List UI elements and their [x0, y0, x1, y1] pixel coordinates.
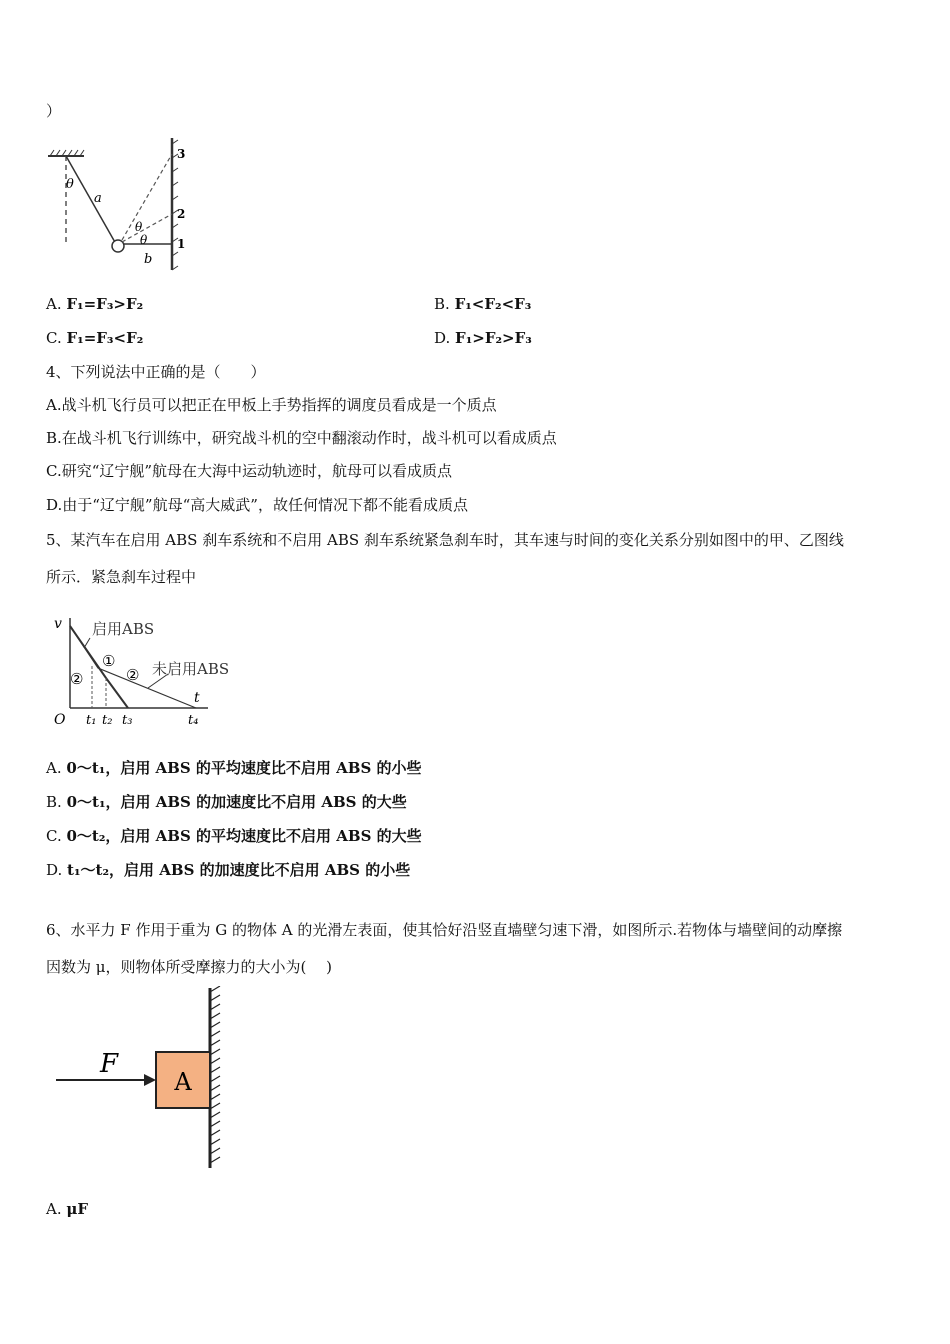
q5-option-b — [46, 792, 407, 812]
no-abs-line-label: 未启用ABS — [152, 660, 230, 678]
option-letter: B. — [46, 793, 62, 811]
t4-tick-label: t₄ — [188, 713, 199, 728]
rope-b-label: b — [144, 252, 153, 267]
block-label: A — [174, 1068, 192, 1096]
q3-option-a — [46, 294, 143, 314]
option-letter: C. — [46, 827, 62, 845]
t3-tick-label: t₃ — [122, 713, 133, 728]
q6-stem-line2: 因数为 μ，则物体所受摩擦力的大小为( ) — [46, 958, 332, 976]
q5-option-a — [46, 758, 422, 778]
q3-option-b — [434, 294, 531, 314]
q5-stem-line1: 5、某汽车在启用 ABS 刹车系统和不启用 ABS 刹车系统紧急刹车时，其车速与时间的变化关系分别如图中的甲、乙图线 — [46, 531, 844, 549]
option-letter: A. — [46, 295, 62, 313]
q6-stem-line1: 6、水平力 F 作用于重为 G 的物体 A 的光滑左表面，使其恰好沿竖直墙壁匀速下滑，如图所示.若物体与墙壁间的动摩擦 — [46, 921, 843, 939]
q6-figure — [50, 986, 240, 1172]
option-letter: D. — [46, 496, 63, 514]
option-text: t₁～t₂，启用 ABS 的加速度比不启用 ABS 的小些 — [67, 861, 411, 879]
q3-option-d — [434, 328, 532, 348]
option-letter: B. — [46, 429, 62, 447]
option-text: 0～t₁，启用 ABS 的平均速度比不启用 ABS 的小些 — [66, 759, 422, 777]
option-text: 由于“辽宁舰”航母“高大威武”，故任何情况下都不能看成质点 — [62, 496, 468, 514]
q4-option-a — [46, 395, 497, 415]
q5-option-c — [46, 826, 422, 846]
option-text: F₁=F₃<F₂ — [66, 329, 144, 347]
q5-vt-graph — [48, 608, 248, 736]
q4-stem: 4、下列说法中正确的是（ ） — [46, 363, 266, 381]
question-fragment: ） — [46, 102, 62, 120]
option-letter: B. — [434, 295, 450, 313]
option-text: 研究“辽宁舰”航母在大海中运动轨迹时，航母可以看成质点 — [61, 462, 453, 480]
position-1-label: 1 — [177, 237, 186, 251]
force-label: F — [100, 1049, 119, 1079]
rope-a-label: a — [94, 191, 102, 206]
option-text: μF — [66, 1200, 89, 1218]
option-text: 0～t₁，启用 ABS 的加速度比不启用 ABS 的大些 — [66, 793, 407, 811]
t-axis-label: t — [194, 690, 200, 706]
abs-line-label: 启用ABS — [92, 620, 155, 638]
option-letter: C. — [46, 462, 62, 480]
position-3-label: 3 — [177, 147, 186, 161]
option-letter: D. — [46, 861, 63, 879]
position-2-label: 2 — [177, 207, 186, 221]
option-text: F₁>F₂>F₃ — [455, 329, 532, 347]
q5-option-d — [46, 860, 410, 880]
theta-label: θ — [135, 220, 143, 234]
t1-tick-label: t₁ — [86, 713, 97, 728]
q5-stem-line2: 所示．紧急刹车过程中 — [46, 568, 197, 586]
origin-label: O — [54, 712, 66, 728]
option-letter: A. — [46, 396, 62, 414]
v-axis-label: v — [54, 616, 62, 632]
option-letter: A. — [46, 759, 62, 777]
q6-option-a — [46, 1199, 88, 1219]
circle-2-label: ② — [126, 666, 140, 684]
circle-1-label: ① — [102, 652, 116, 670]
option-text: 在战斗机飞行训练中，研究战斗机的空中翻滚动作时，战斗机可以看成质点 — [61, 429, 557, 447]
option-text: 0～t₂，启用 ABS 的平均速度比不启用 ABS 的大些 — [66, 827, 422, 845]
q3-option-c — [46, 328, 143, 348]
option-letter: A. — [46, 1200, 62, 1218]
option-text: F₁<F₂<F₃ — [454, 295, 532, 313]
q4-option-b — [46, 428, 557, 448]
q4-option-c — [46, 461, 452, 481]
option-text: 战斗机飞行员可以把正在甲板上手势指挥的调度员看成是一个质点 — [61, 396, 497, 414]
q4-option-d — [46, 495, 468, 515]
option-letter: D. — [434, 329, 451, 347]
circle-2-label: ② — [70, 670, 84, 688]
option-text: F₁=F₃>F₂ — [66, 295, 144, 313]
t2-tick-label: t₂ — [102, 713, 113, 728]
theta-label: θ — [140, 233, 148, 247]
option-letter: C. — [46, 329, 62, 347]
theta-label: θ — [66, 177, 74, 192]
q3-figure — [44, 136, 204, 276]
